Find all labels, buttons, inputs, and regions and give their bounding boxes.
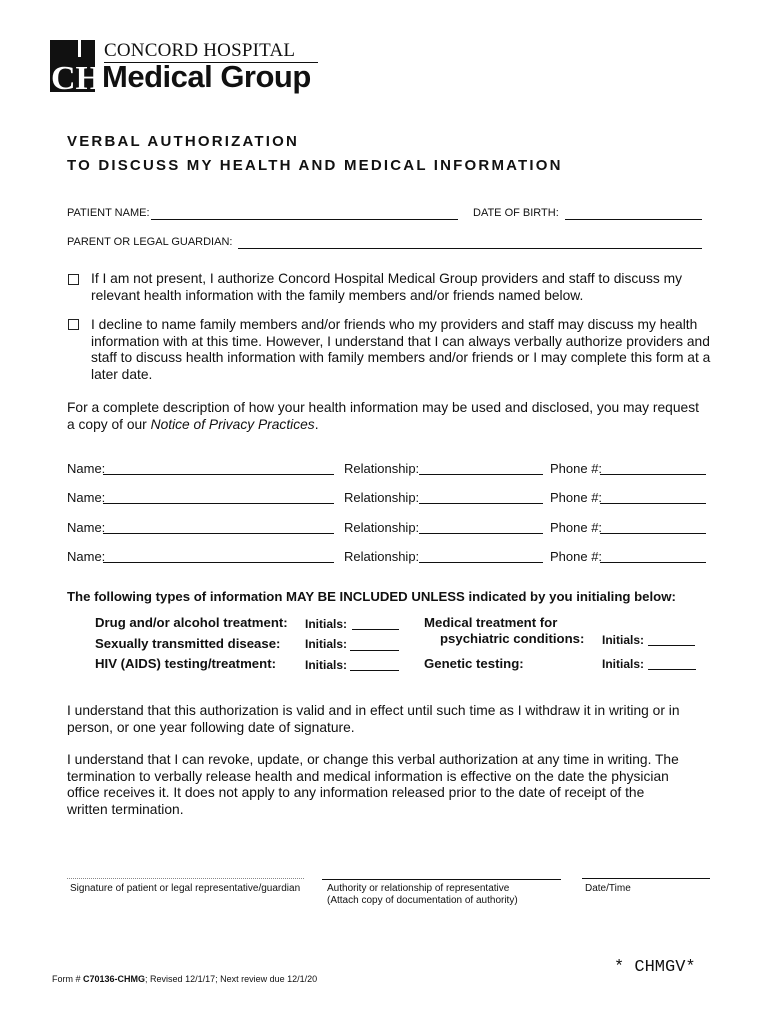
privacy-notice-text: For a complete description of how your health information may be used and disclosed, you may request a copy of our Notice of Privacy Practices. (67, 400, 699, 432)
patient-name-label: PATIENT NAME: (67, 207, 150, 219)
contact-phone-field[interactable] (600, 562, 706, 563)
decline-text: I decline to name family members and/or friends who my providers and staff may discuss my health information with at this time. However, I understand that I can always verbally authorize providers and staff to discuss health information with family members and/or friends or I may complete this form at a later date. (91, 317, 711, 382)
form-number-footer: Form # C70136-CHMG; Revised 12/1/17; Next review due 12/1/20 (52, 974, 318, 984)
date-time-field[interactable] (582, 878, 710, 879)
contact-relationship-field[interactable] (419, 562, 543, 563)
guardian-field[interactable] (238, 248, 702, 249)
contact-name-label: Name: (67, 549, 106, 564)
initials-label: Initials: (305, 617, 348, 631)
genetic-testing-label: Genetic testing: (424, 656, 524, 671)
contact-name-field[interactable] (103, 533, 334, 534)
contact-phone-label: Phone #: (550, 490, 603, 505)
hiv-initials-field[interactable] (350, 670, 399, 671)
std-label: Sexually transmitted disease: (95, 636, 281, 651)
form-code: * CHMGV* (614, 958, 696, 977)
contact-name-field[interactable] (103, 503, 334, 504)
signature-field[interactable] (67, 878, 304, 879)
psych-initials-field[interactable] (648, 645, 695, 646)
date-of-birth-label: DATE OF BIRTH: (473, 207, 559, 219)
decline-checkbox[interactable] (68, 319, 79, 330)
psych-label-line2: psychiatric conditions: (440, 631, 585, 646)
contact-phone-field[interactable] (600, 474, 706, 475)
contact-relationship-label: Relationship: (344, 461, 420, 476)
contact-phone-label: Phone #: (550, 549, 603, 564)
drug-alcohol-initials-field[interactable] (352, 629, 399, 630)
contact-name-field[interactable] (103, 562, 334, 563)
authorize-text: If I am not present, I authorize Concord Hospital Medical Group providers and staff to discuss my relevant health information with the family members and/or friends named below. (91, 271, 682, 303)
initials-label: Initials: (305, 658, 348, 672)
contact-name-label: Name: (67, 520, 106, 535)
hiv-label: HIV (AIDS) testing/treatment: (95, 656, 276, 671)
initials-label: Initials: (602, 657, 645, 671)
logo-medical-group: Medical Group (102, 59, 311, 94)
authority-field[interactable] (322, 879, 561, 880)
date-time-label: Date/Time (585, 883, 631, 894)
authorize-checkbox[interactable] (68, 274, 79, 285)
ch-logo-mark-icon (50, 40, 102, 97)
std-initials-field[interactable] (350, 650, 399, 651)
patient-name-field[interactable] (151, 219, 458, 220)
date-of-birth-field[interactable] (565, 219, 702, 220)
contact-relationship-label: Relationship: (344, 520, 420, 535)
form-title-line1: VERBAL AUTHORIZATION (67, 133, 300, 150)
initials-label: Initials: (602, 633, 645, 647)
concord-hospital-logo (50, 40, 325, 102)
contacts-table (0, 460, 770, 580)
contact-name-label: Name: (67, 461, 106, 476)
guardian-label: PARENT OR LEGAL GUARDIAN: (67, 236, 233, 248)
contact-relationship-label: Relationship: (344, 490, 420, 505)
drug-alcohol-label: Drug and/or alcohol treatment: (95, 615, 288, 630)
initials-label: Initials: (305, 637, 348, 651)
contact-relationship-field[interactable] (419, 503, 543, 504)
contact-relationship-label: Relationship: (344, 549, 420, 564)
info-types-heading: The following types of information MAY BE INCLUDED UNLESS indicated by you initialing below: (67, 589, 676, 604)
contact-name-label: Name: (67, 490, 106, 505)
genetic-initials-field[interactable] (648, 669, 696, 670)
svg-text:CH: CH (51, 60, 102, 97)
contact-relationship-field[interactable] (419, 474, 543, 475)
signature-label: Signature of patient or legal representative/guardian (70, 883, 301, 894)
logo-hospital-name: CONCORD HOSPITAL (104, 40, 296, 61)
authority-label: Authority or relationship of representative (Attach copy of documentation of authority) (327, 883, 518, 906)
contact-phone-label: Phone #: (550, 461, 603, 476)
revoke-text: I understand that I can revoke, update, or change this verbal authorization at any time in writing. The termination to verbally release health and medical information is effective on the date the physician office receives it. It does not apply to any information released prior to the date of receipt of the written termination. (67, 752, 679, 817)
contact-name-field[interactable] (103, 474, 334, 475)
contact-relationship-field[interactable] (419, 533, 543, 534)
form-title-line2: TO DISCUSS MY HEALTH AND MEDICAL INFORMATION (67, 157, 563, 174)
contact-phone-label: Phone #: (550, 520, 603, 535)
validity-text: I understand that this authorization is valid and in effect until such time as I withdraw it in writing or in person, or one year following date of signature. (67, 703, 680, 735)
contact-phone-field[interactable] (600, 503, 706, 504)
contact-phone-field[interactable] (600, 533, 706, 534)
psych-label-line1: Medical treatment for (424, 615, 558, 630)
